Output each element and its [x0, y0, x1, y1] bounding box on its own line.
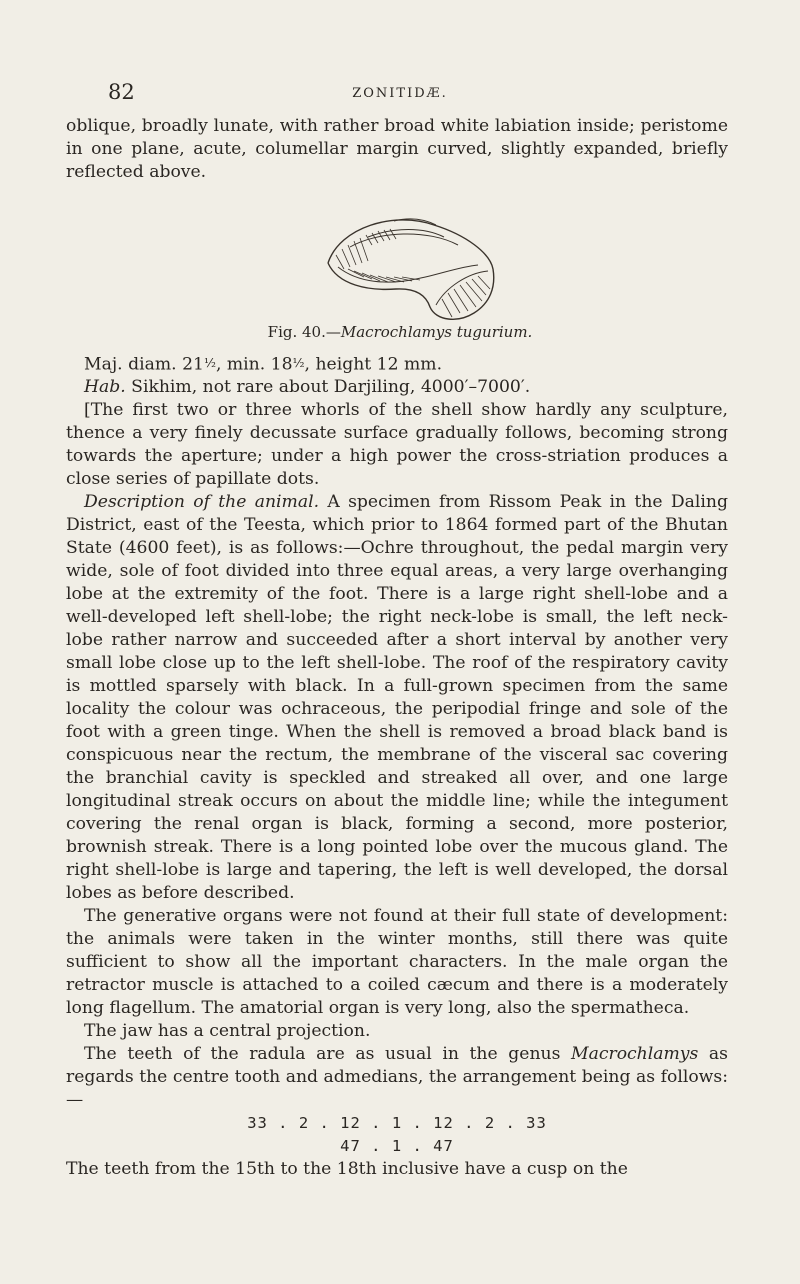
page-number: 82: [108, 80, 135, 104]
teeth-paragraph: The teeth of the radula are as usual in the genus Macrochlamys as regards the centre tooth and admedians, the arrangement being as follows:—: [66, 1044, 729, 1111]
body-text: [66, 352, 728, 1181]
measurements: Maj. diam. 21½, min. 18½, height 12 mm.: [84, 354, 443, 375]
page-header: [108, 80, 692, 108]
jaw-paragraph: The jaw has a central projection.: [84, 1021, 371, 1042]
shell-figure: [298, 205, 503, 325]
dental-formula-line-2: 47 . 1 . 47: [340, 1137, 454, 1156]
final-line: The teeth from the 15th to the 18th inclusive have a cusp on the: [66, 1159, 628, 1180]
generative-paragraph: The generative organs were not found at their full state of development: the animals were taken in the winter months, still there was quite sufficient to show all the important characters. In the male organ the retractor muscle is attached to a coiled cæcum and there is a moderately long flagellum. The amatorial organ is very long, also the spermatheca.: [66, 906, 728, 1019]
habitat: Hab. Sikhim, not rare about Darjiling, 4000′–7000′.: [84, 377, 531, 398]
animal-description: Description of the animal. A specimen from Rissom Peak in the Daling District, east of the Teesta, which prior to 1864 formed part of the Bhutan State (4600 feet), is as follows:—Ochre throughout, the pedal margin very wide, sole of foot divided into three equal areas, a very large overhanging lobe at the extremity of the foot. There is a large right shell-lobe and a well-developed left shell-lobe; the right neck-lobe is small, the left neck-lobe rather narrow and succeeded after a short interval by another very small lobe close up to the left shell-lobe. The roof of the respiratory cavity is mottled sparsely with black. In a full-grown specimen from the same locality the colour was ochraceous, the peripodial fringe and sole of the foot with a green tinge. When the shell is removed a broad black band is conspicuous near the rectum, the membrane of the visceral sac covering the branchial cavity is speckled and streaked all over, and one large longitudinal streak occurs on about the middle line; while the integument covering the renal organ is black, forming a second, more posterior, brownish streak. There is a long pointed lobe over the mucous gland. The right shell-lobe is large and tapering, the left is well developed, the dorsal lobes as before described.: [66, 492, 728, 904]
running-head: ZONITIDÆ.: [352, 86, 448, 101]
intro-paragraph: [66, 115, 728, 184]
figure-caption: [0, 323, 800, 341]
caption-label: Fig. 40.—: [267, 323, 341, 341]
sculpture-paragraph: [The first two or three whorls of the shell show hardly any sculpture, thence a very finely decussate surface gradually follows, becoming strong towards the aperture; under a high power the cross-striation produces a close series of papillate dots.: [66, 400, 728, 490]
caption-species: Macrochlamys tugurium.: [340, 323, 533, 341]
intro-text: oblique, broadly lunate, with rather broad white labiation inside; peristome in one plane, acute, columellar margin curved, slightly expanded, briefly reflected above.: [66, 116, 728, 182]
dental-formula-line-1: 33 . 2 . 12 . 1 . 12 . 2 . 33: [247, 1114, 547, 1133]
